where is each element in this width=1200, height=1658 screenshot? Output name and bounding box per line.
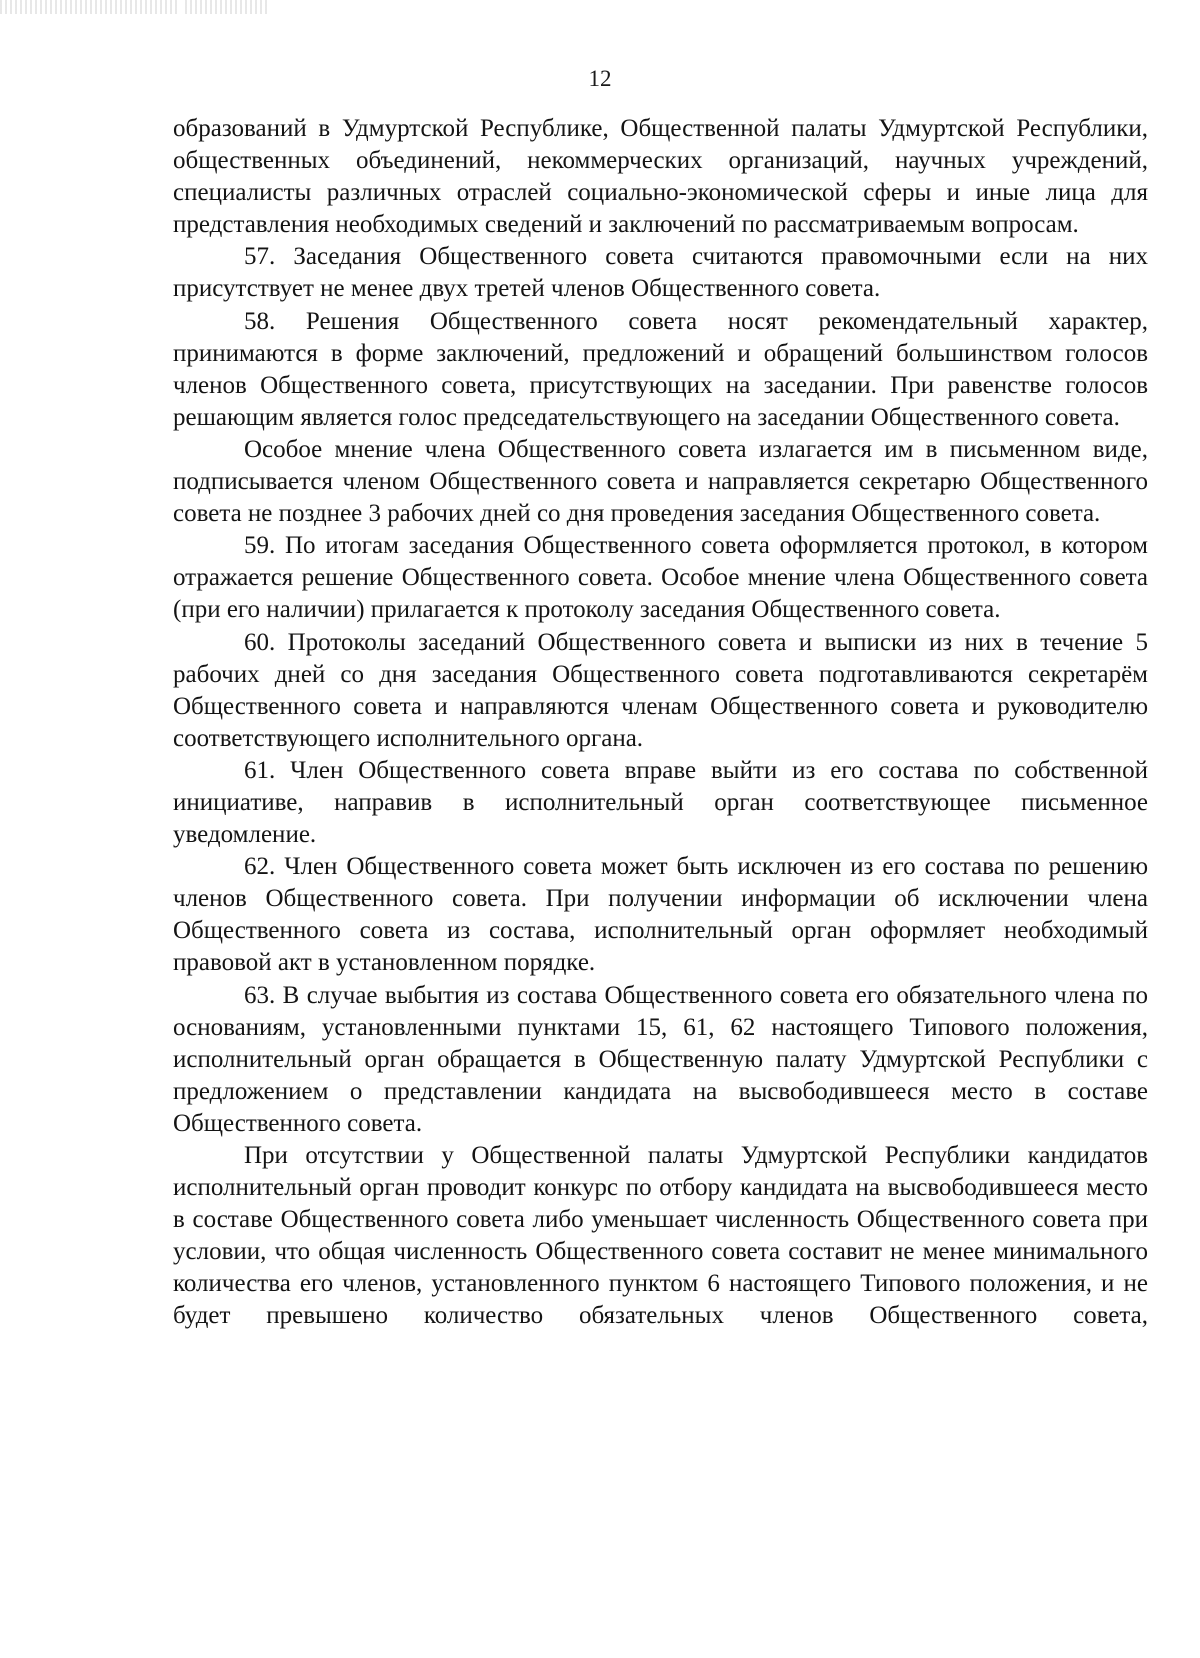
paragraph-63-continuation: При отсутствии у Общественной палаты Удмуртской Республики кандидатов исполнительный орган проводит конкурс по отбору кандидата на высвободившееся место в составе Общественного совета либо уменьшает численность Общественного совета при условии, что общая численность Общественного совета составит не менее минимального количества его членов, установленного пунктом 6 настоящего Типового положения, и не будет превышено количество обязательных членов Общественного совета, bbox=[173, 1142, 1148, 1330]
paragraph-dissenting-opinion: Особое мнение члена Общественного совета излагается им в письменном виде, подписывается членом Общественного совета и направляется секретарю Общественного совета не позднее 3 рабочих дней со дня проведения заседания Общественного совета. bbox=[173, 435, 1148, 528]
paragraph-63: 63. В случае выбытия из состава Общественного совета его обязательного члена по основаниям, установленными пунктами 15, 61, 62 настоящего Типового положения, исполнительный орган обращается в Общественную палату Удмуртской Республики с предложением о представлении кандидата на высвободившееся место в составе Общественного совета. bbox=[173, 981, 1148, 1137]
paragraph-57: 57. Заседания Общественного совета считаются правомочными если на них присутствует не менее двух третей членов Общественного совета. bbox=[173, 243, 1148, 303]
paragraph-62: 62. Член Общественного совета может быть исключен из его состава по решению членов Общественного совета. При получении информации об исключении члена Общественного совета из состава, исполнительный орган оформляет необходимый правовой акт в установленном порядке. bbox=[173, 853, 1148, 977]
scan-artifact bbox=[185, 0, 270, 14]
page-number: 12 bbox=[588, 66, 612, 91]
paragraph-58: 58. Решения Общественного совета носят рекомендательный характер, принимаются в форме заключений, предложений и обращений большинством голосов членов Общественного совета, присутствующих на заседании. При равенстве голосов решающим является голос председательствующего на заседании Общественного совета. bbox=[173, 307, 1148, 431]
paragraph-59: 59. По итогам заседания Общественного совета оформляется протокол, в котором отражается решение Общественного совета. Особое мнение члена Общественного совета (при его наличии) прилагается к протоколу заседания Общественного совета. bbox=[173, 532, 1148, 624]
document-body bbox=[173, 113, 1148, 1333]
paragraph-60: 60. Протоколы заседаний Общественного совета и выписки из них в течение 5 рабочих дней со дня заседания Общественного совета подготавливаются секретарём Общественного совета и направляются членам Общественного совета и руководителю соответствующего исполнительного органа. bbox=[173, 628, 1148, 752]
paragraph-61: 61. Член Общественного совета вправе выйти из его состава по собственной инициативе, направив в исполнительный орган соответствующее письменное уведомление. bbox=[173, 756, 1148, 849]
paragraph-continuation: образований в Удмуртской Республике, Общественной палаты Удмуртской Республики, общественных объединений, некоммерческих организаций, научных учреждений, специалисты различных отраслей социально-экономической сферы и иные лица для представления необходимых сведений и заключений по рассматриваемым вопросам. bbox=[173, 115, 1148, 239]
scan-artifact bbox=[0, 0, 180, 14]
